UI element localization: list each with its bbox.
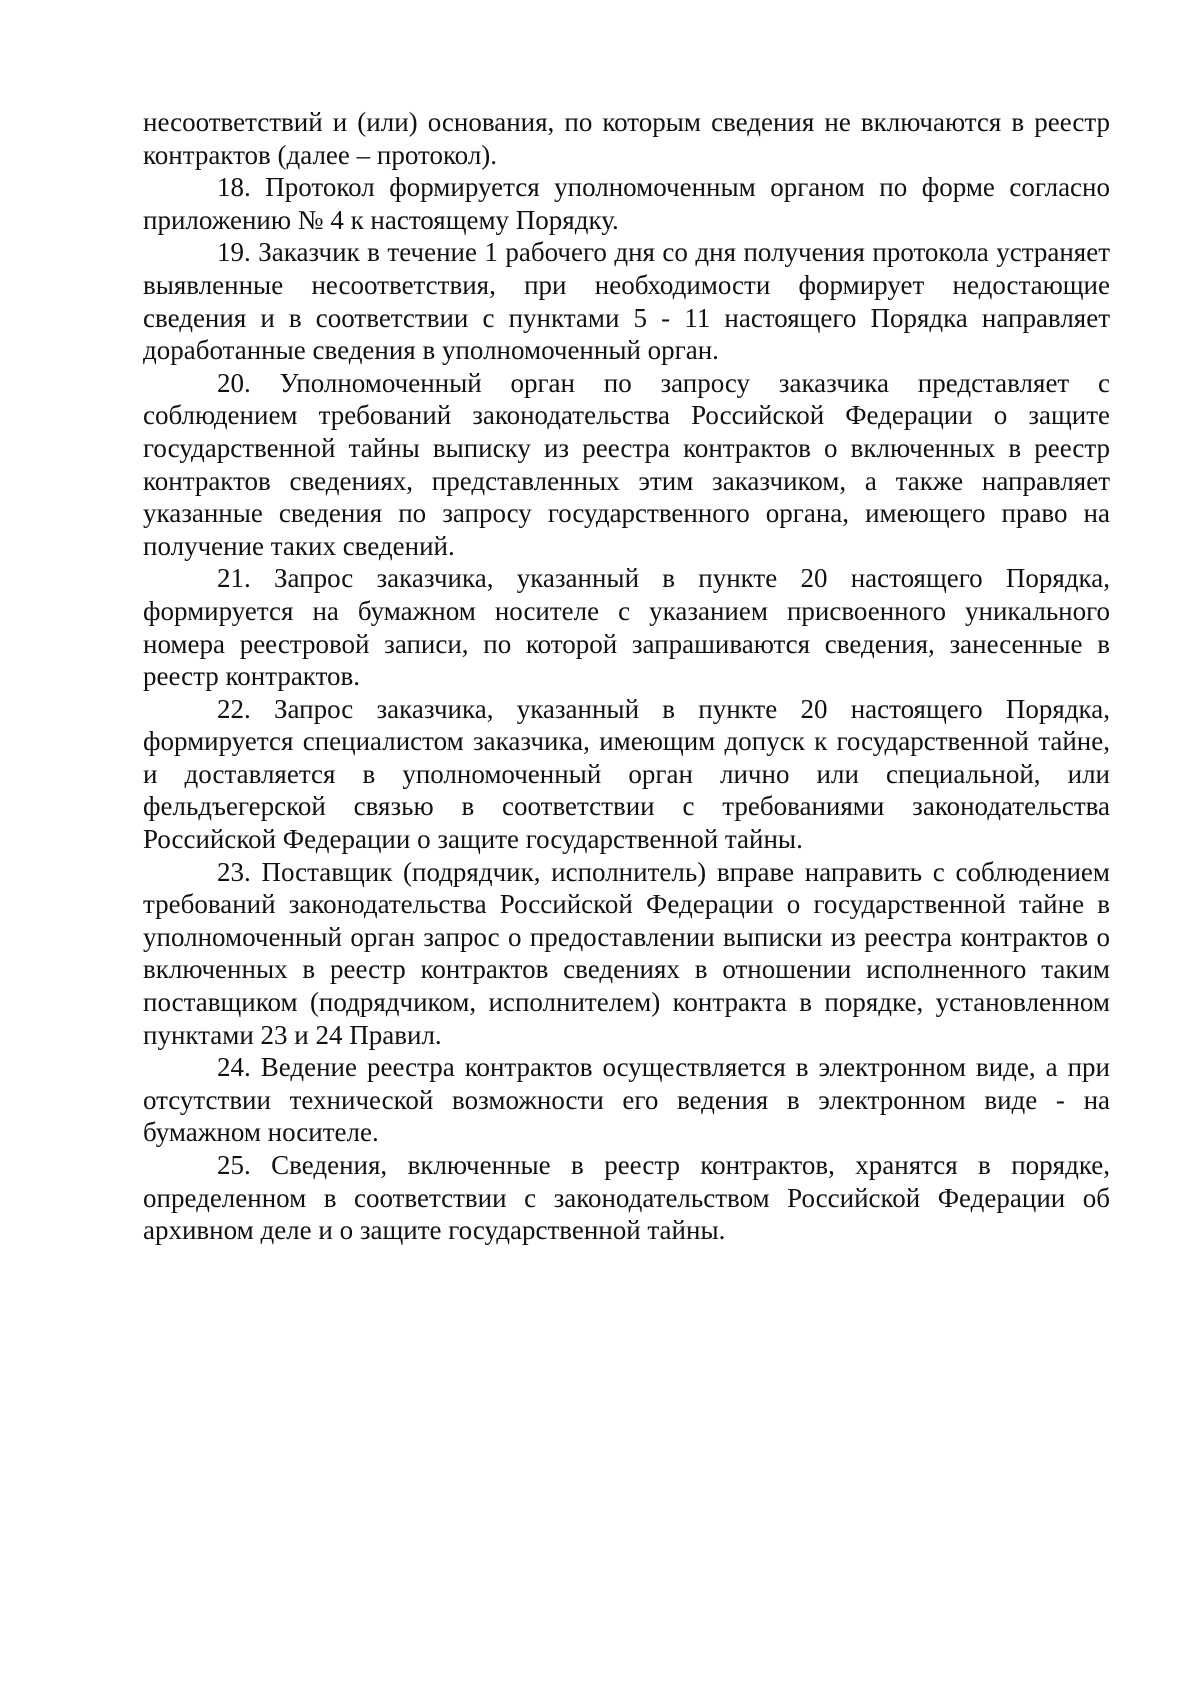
paragraph-item-22: 22. Запрос заказчика, указанный в пункте 20 настоящего Порядка, формируется специалистом заказчика, имеющим допуск к государственной тайне, и доставляется в уполномоченный орган лично или специальной, или фельдъегерской связью в соответствии с требованиями законодательства Российской Федерации о защите государственной тайны. — [143, 693, 1110, 855]
paragraph-item-24: 24. Ведение реестра контрактов осуществляется в электронном виде, а при отсутствии технической возможности его ведения в электронном виде - на бумажном носителе. — [143, 1052, 1110, 1148]
paragraph-item-20: 20. Уполномоченный орган по запросу заказчика представляет с соблюдением требований законодательства Российской Федерации о защите государственной тайны выписку из реестра контрактов о включенных в реестр контрактов сведениях, представленных этим заказчиком, а также направляет указанные сведения по запросу государственного органа, имеющего право на получение таких сведений. — [143, 367, 1110, 561]
paragraph-continuation: несоответствий и (или) основания, по которым сведения не включаются в реестр контрактов (далее – протокол). — [143, 107, 1110, 170]
document-page — [143, 106, 1110, 1247]
paragraph-item-23: 23. Поставщик (подрядчик, исполнитель) вправе направить с соблюдением требований законодательства Российской Федерации о государственной тайне в уполномоченный орган запрос о предоставлении выписки из реестра контрактов о включенных в реестр контрактов сведениях в отношении исполненного таким поставщиком (подрядчиком, исполнителем) контракта в порядке, установленном пунктами 23 и 24 Правил. — [143, 856, 1110, 1050]
paragraph-item-21: 21. Запрос заказчика, указанный в пункте 20 настоящего Порядка, формируется на бумажном носителе с указанием присвоенного уникального номера реестровой записи, по которой запрашиваются сведения, занесенные в реестр контрактов. — [143, 563, 1110, 692]
paragraph-item-25: 25. Сведения, включенные в реестр контрактов, хранятся в порядке, определенном в соответствии с законодательством Российской Федерации об архивном деле и о защите государственной тайны. — [143, 1150, 1110, 1246]
paragraph-item-19: 19. Заказчик в течение 1 рабочего дня со дня получения протокола устраняет выявленные несоответствия, при необходимости формирует недостающие сведения и в соответствии с пунктами 5 - 11 настоящего Порядка направляет доработанные сведения в уполномоченный орган. — [143, 237, 1110, 366]
paragraph-item-18: 18. Протокол формируется уполномоченным органом по форме согласно приложению № 4 к настоящему Порядку. — [143, 172, 1110, 235]
